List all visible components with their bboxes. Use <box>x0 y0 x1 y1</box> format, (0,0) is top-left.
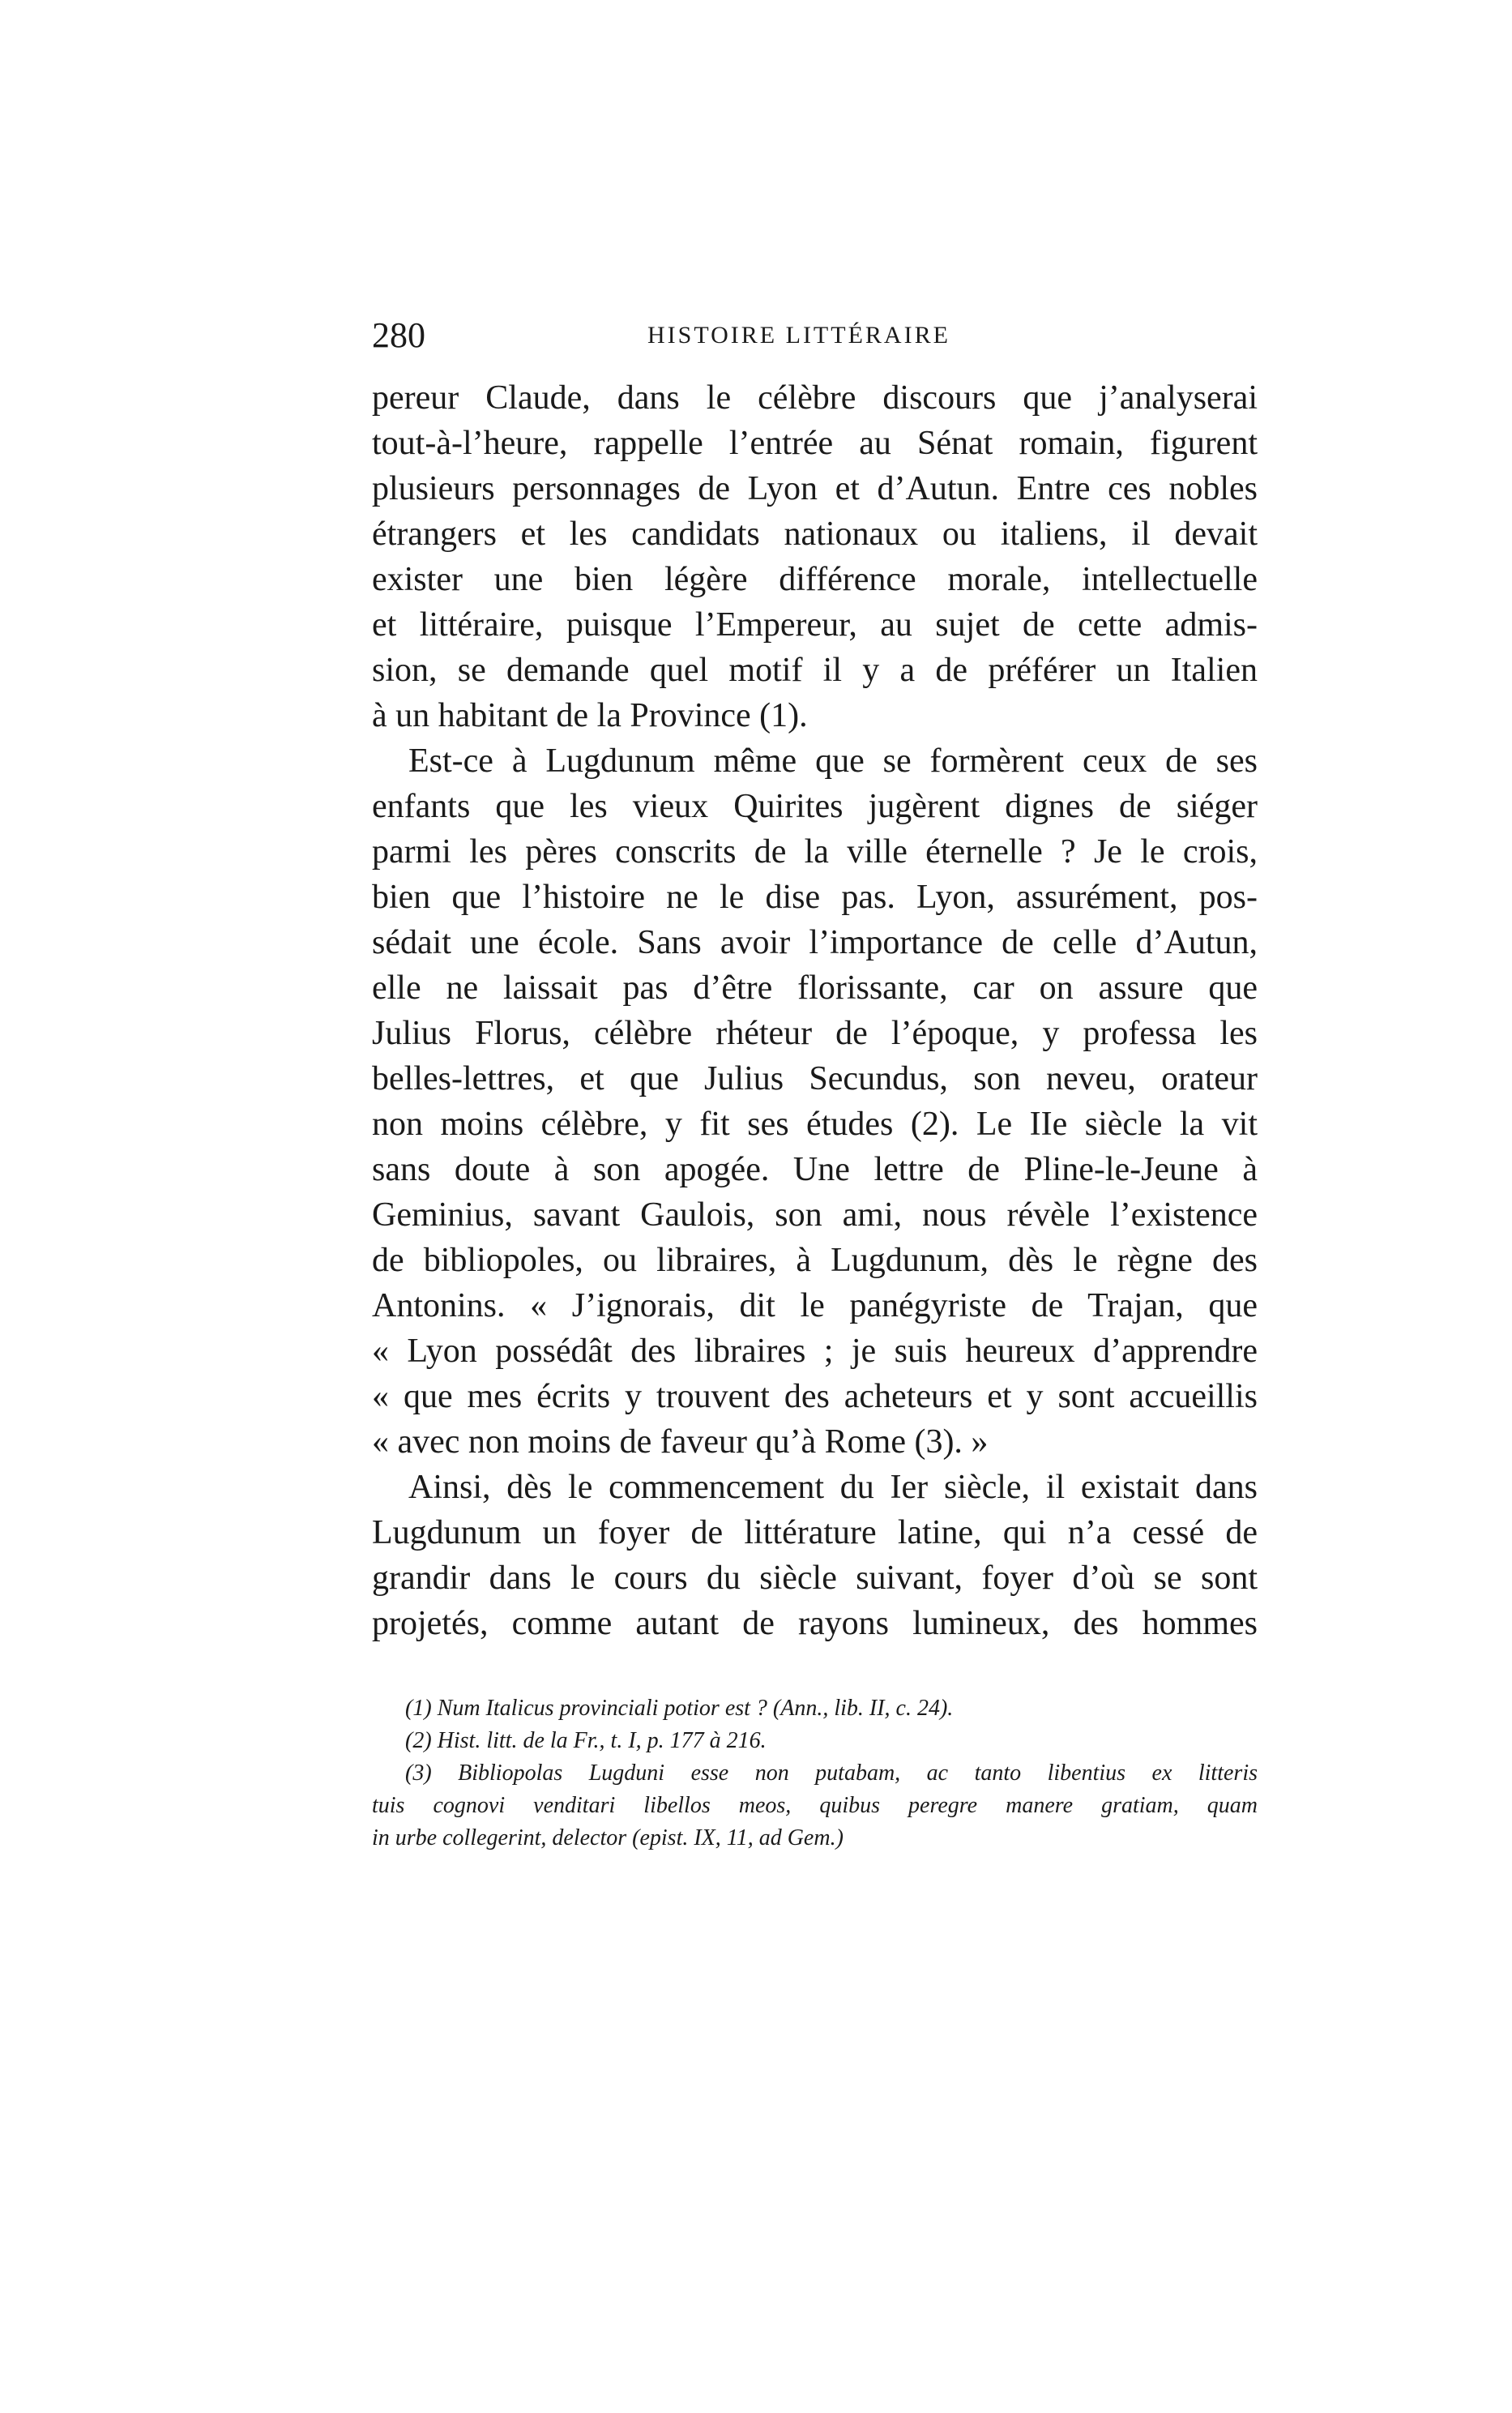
running-title: HISTOIRE LITTÉRAIRE <box>647 322 950 349</box>
body-line: « Lyon possédât des libraires ; je suis heureux d’apprendre <box>372 1333 1258 1370</box>
body-line: et littéraire, puisque l’Empereur, au sujet de cette admis- <box>372 606 1258 644</box>
footnote-3-cont: tuis cognovi venditari libellos meos, quibus peregre manere gratiam, quam <box>372 1793 1258 1818</box>
body-line: parmi les pères conscrits de la ville éternelle ? Je le crois, <box>372 833 1258 871</box>
body-line: Antonins. « J’ignorais, dit le panégyriste de Trajan, que <box>372 1287 1258 1324</box>
body-line: « que mes écrits y trouvent des acheteurs et y sont accueillis <box>372 1378 1258 1415</box>
body-line: non moins célèbre, y fit ses études (2). Le IIe siècle la vit <box>372 1106 1258 1143</box>
footnote-3-cont: in urbe collegerint, delector (epist. IX, 11, ad Gem.) <box>372 1825 844 1850</box>
body-line: elle ne laissait pas d’être florissante, car on assure que <box>372 969 1258 1007</box>
body-line: exister une bien légère différence morale, intellectuelle <box>372 561 1258 598</box>
body-line: pereur Claude, dans le célèbre discours que j’analyserai <box>372 379 1258 417</box>
body-line: étrangers et les candidats nationaux ou italiens, il devait <box>372 516 1258 553</box>
running-header <box>372 311 1258 360</box>
body-line: projetés, comme autant de rayons lumineux, des hommes <box>372 1605 1258 1642</box>
body-line: « avec non moins de faveur qu’à Rome (3). » <box>372 1423 989 1461</box>
body-line: grandir dans le cours du siècle suivant, foyer d’où se sont <box>372 1559 1258 1597</box>
footnote-2: (2) Hist. litt. de la Fr., t. I, p. 177 à 216. <box>405 1728 767 1753</box>
body-line: sédait une école. Sans avoir l’importance de celle d’Autun, <box>372 924 1258 961</box>
body-line: Geminius, savant Gaulois, son ami, nous révèle l’existence <box>372 1196 1258 1234</box>
body-line: plusieurs personnages de Lyon et d’Autun. Entre ces nobles <box>372 470 1258 507</box>
body-line: à un habitant de la Province (1). <box>372 697 808 734</box>
page-number: 280 <box>372 315 425 355</box>
body-line: enfants que les vieux Quirites jugèrent dignes de siéger <box>372 788 1258 825</box>
body-line: Julius Florus, célèbre rhéteur de l’époque, y professa les <box>372 1015 1258 1052</box>
body-line: sans doute à son apogée. Une lettre de Pline-le-Jeune à <box>372 1151 1258 1188</box>
body-line: Est-ce à Lugdunum même que se formèrent ceux de ses <box>408 742 1258 780</box>
body-line: belles-lettres, et que Julius Secundus, son neveu, orateur <box>372 1060 1258 1097</box>
body-line: bien que l’histoire ne le dise pas. Lyon, assurément, pos- <box>372 879 1258 916</box>
footnote-1: (1) Num Italicus provinciali potior est ? (Ann., lib. II, c. 24). <box>405 1696 954 1721</box>
footnote-3: (3) Bibliopolas Lugduni esse non putabam, ac tanto libentius ex litteris <box>405 1761 1258 1786</box>
body-line: de bibliopoles, ou libraires, à Lugdunum, dès le règne des <box>372 1242 1258 1279</box>
body-line: tout-à-l’heure, rappelle l’entrée au Sénat romain, figurent <box>372 425 1258 462</box>
body-line: Ainsi, dès le commencement du Ier siècle, il existait dans <box>408 1469 1258 1506</box>
body-line: Lugdunum un foyer de littérature latine, qui n’a cessé de <box>372 1514 1258 1551</box>
body-line: sion, se demande quel motif il y a de préférer un Italien <box>372 652 1258 689</box>
